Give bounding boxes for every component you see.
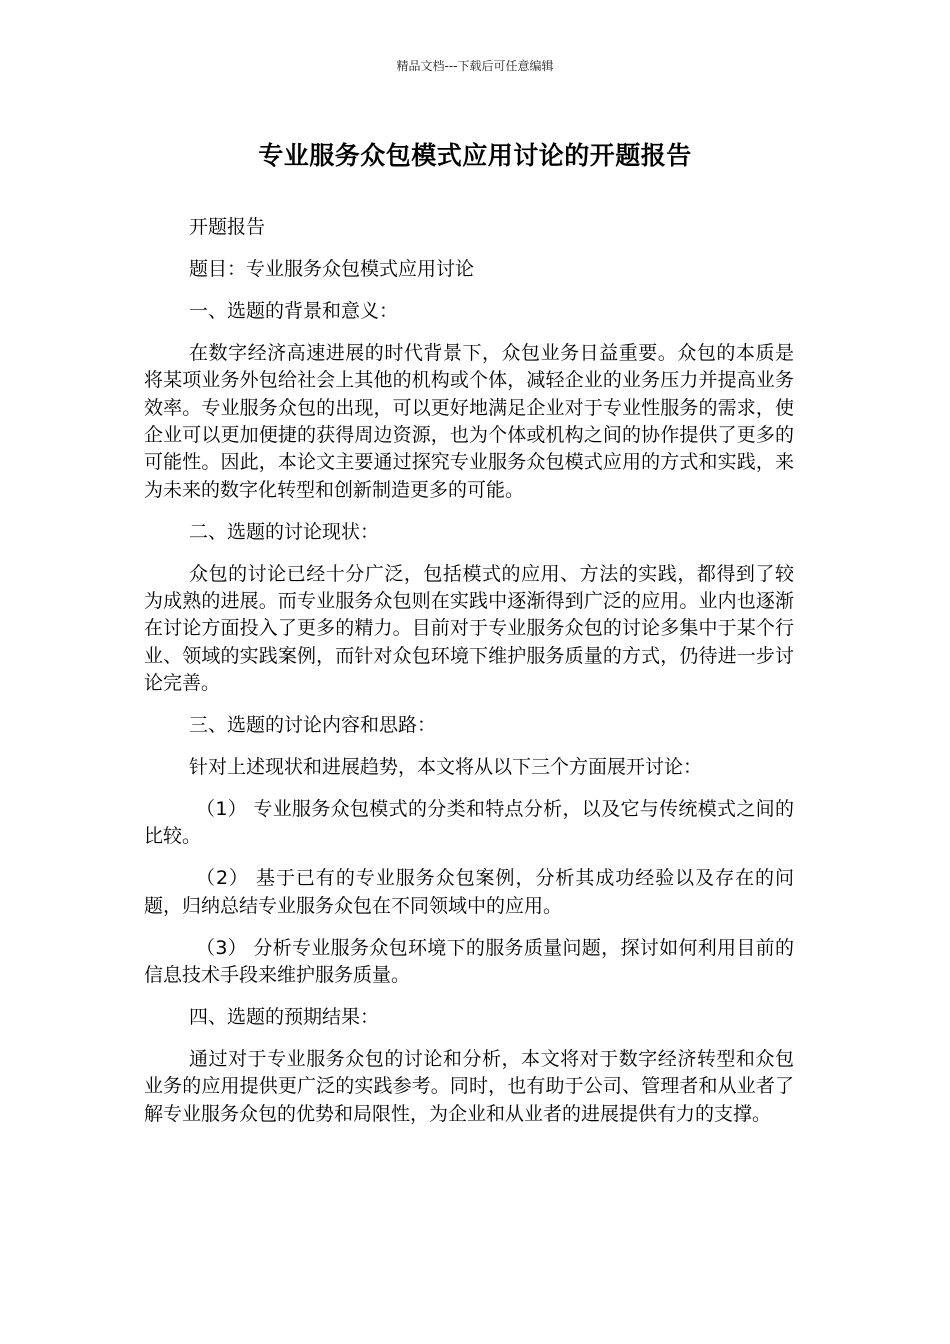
report-label: 开题报告 <box>189 216 266 238</box>
section-heading: 四、选题的预期结果： <box>189 1005 380 1028</box>
list-item: （2） 基于已有的专业服务众包案例，分析其成功经验以及存在的问题，归纳总结专业服务众包在不同领域中的应用。 <box>144 867 794 917</box>
section-paragraph: 针对上述现状和进展趋势，本文将从以下三个方面展开讨论： <box>189 756 703 778</box>
section-heading: 二、选题的讨论现状： <box>189 520 380 543</box>
section-paragraph: 众包的讨论已经十分广泛，包括模式的应用、方法的实践，都得到了较为成熟的进展。而专业服务众包则在实践中逐渐得到广泛的应用。业内也逐渐在讨论方面投入了更多的精力。目前对于专业服务众包的讨论多集中于某个行业、领域的实践案例，而针对众包环境下维护服务质量的方式，仍待进一步讨论完善。 <box>144 562 794 695</box>
section-heading: 一、选题的背景和意义： <box>189 299 399 322</box>
list-item: （3） 分析专业服务众包环境下的服务质量问题，探讨如何利用目前的信息技术手段来维护服务质量。 <box>144 936 794 986</box>
list-item: （1） 专业服务众包模式的分类和特点分析，以及它与传统模式之间的比较。 <box>144 797 794 848</box>
section-heading: 三、选题的讨论内容和思路： <box>189 714 437 737</box>
page-header: 精品文档---下载后可任意编辑 <box>396 59 554 73</box>
section-paragraph: 在数字经济高速进展的时代背景下，众包业务日益重要。众包的本质是将某项业务外包给社会上其他的机构或个体，减轻企业的业务压力并提高业务效率。专业服务众包的出现，可以更好地满足企业对于专业性服务的需求，使企业可以更加便捷的获得周边资源，也为个体或机构之间的协作提供了更多的可能性。因此，本论文主要通过探究专业服务众包模式应用的方式和实践，来为未来的数字化转型和创新制造更多的可能。 <box>144 341 794 501</box>
document-body <box>144 214 794 1142</box>
subject-line: 题目：专业服务众包模式应用讨论 <box>189 257 475 280</box>
document-title: 专业服务众包模式应用讨论的开题报告 <box>258 141 692 170</box>
section-paragraph: 通过对于专业服务众包的讨论和分析，本文将对于数字经济转型和众包业务的应用提供更广泛的实践参考。同时，也有助于公司、管理者和从业者了解专业服务众包的优势和局限性，为企业和从业者的进展提供有力的支撑。 <box>144 1047 794 1125</box>
